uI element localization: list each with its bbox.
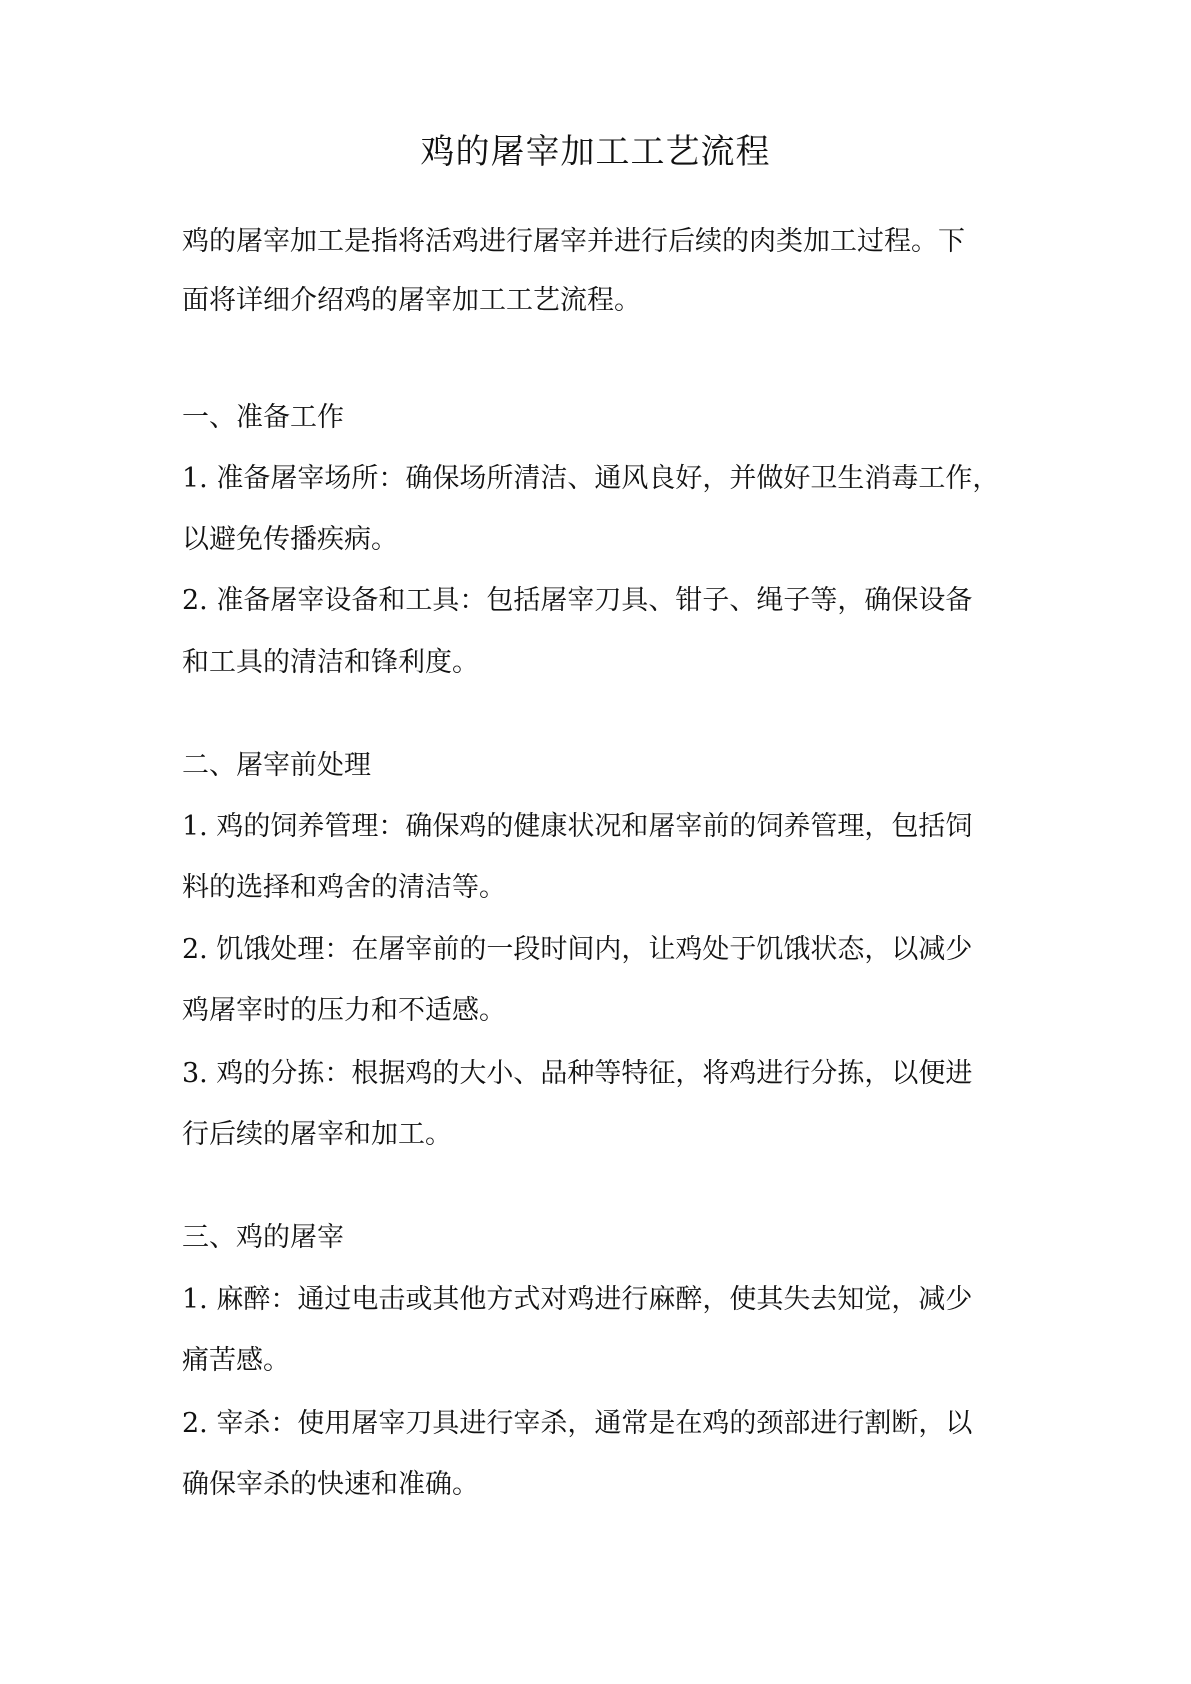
- section-1-item-1-line-2: 以避免传播疾病。: [182, 524, 398, 555]
- section-2-item-2-line-1: 2. 饥饿处理：在屠宰前的一段时间内，让鸡处于饥饿状态，以减少: [182, 934, 973, 965]
- section-2-item-3-line-1: 3. 鸡的分拣：根据鸡的大小、品种等特征，将鸡进行分拣，以便进: [182, 1058, 973, 1089]
- section-3-item-1-line-2: 痛苦感。: [182, 1345, 290, 1376]
- section-2-item-2-line-2: 鸡屠宰时的压力和不适感。: [182, 995, 506, 1026]
- section-1-item-2-line-2: 和工具的清洁和锋利度。: [182, 647, 479, 678]
- section-2-heading: 二、屠宰前处理: [182, 750, 371, 781]
- intro-line-1: 鸡的屠宰加工是指将活鸡进行屠宰并进行后续的肉类加工过程。下: [182, 226, 965, 257]
- section-1-heading: 一、准备工作: [182, 402, 344, 433]
- section-3-item-2-line-1: 2. 宰杀：使用屠宰刀具进行宰杀，通常是在鸡的颈部进行割断，以: [182, 1408, 973, 1439]
- section-3-item-1-line-1: 1. 麻醉：通过电击或其他方式对鸡进行麻醉，使其失去知觉，减少: [182, 1284, 973, 1315]
- section-1-item-2-line-1: 2. 准备屠宰设备和工具：包括屠宰刀具、钳子、绳子等，确保设备: [182, 585, 973, 616]
- section-2-item-1-line-1: 1. 鸡的饲养管理：确保鸡的健康状况和屠宰前的饲养管理，包括饲: [182, 811, 973, 842]
- section-2-item-1-line-2: 料的选择和鸡舍的清洁等。: [182, 872, 506, 903]
- section-3-item-2-line-2: 确保宰杀的快速和准确。: [182, 1469, 479, 1500]
- document-title: 鸡的屠宰加工工艺流程: [420, 132, 771, 172]
- section-1-item-1-line-1: 1. 准备屠宰场所：确保场所清洁、通风良好，并做好卫生消毒工作，: [182, 463, 1000, 494]
- section-3-heading: 三、鸡的屠宰: [182, 1222, 344, 1253]
- intro-line-2: 面将详细介绍鸡的屠宰加工工艺流程。: [182, 285, 641, 316]
- section-2-item-3-line-2: 行后续的屠宰和加工。: [182, 1119, 452, 1150]
